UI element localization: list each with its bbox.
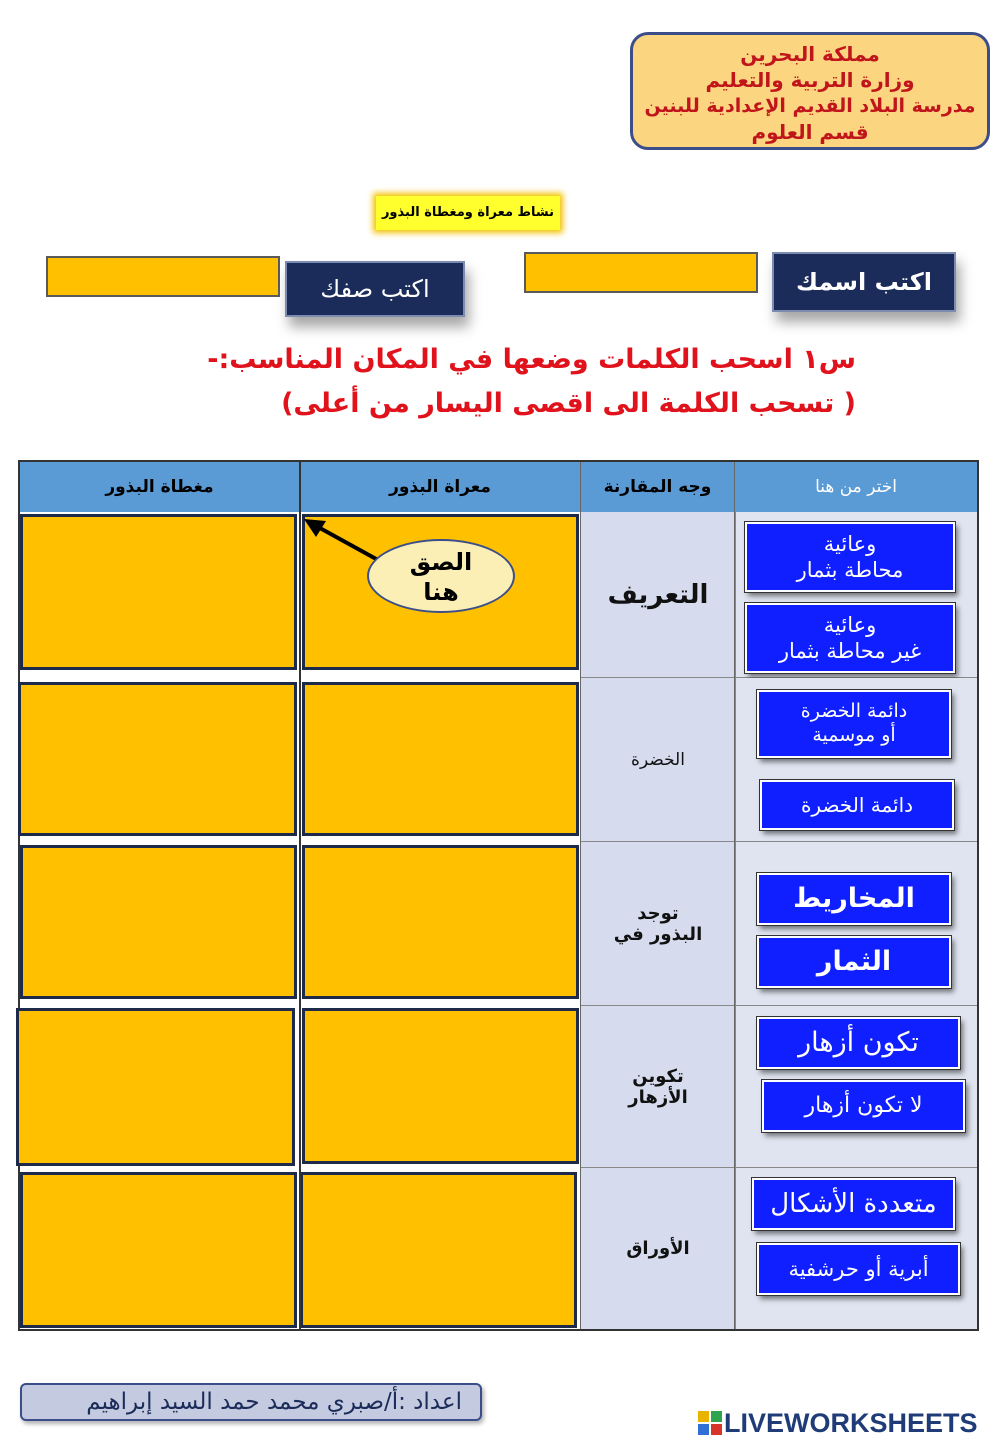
header-line: مملكة البحرين	[740, 42, 880, 66]
question-text	[150, 338, 856, 426]
row-label-greenness: الخضرة	[581, 678, 735, 842]
drop-zone-gymno-seeds[interactable]	[302, 845, 579, 999]
liveworksheets-logo[interactable]	[698, 1406, 978, 1440]
row-label-flower-formation: تكوين الأزهار	[581, 1006, 735, 1168]
chip-text: غير محاطة بثمار	[778, 639, 922, 663]
chip-text: متعددة الأشكال	[770, 1188, 937, 1219]
name-input[interactable]	[524, 252, 758, 293]
bubble-line-1: الصق	[409, 548, 473, 576]
header-line: قسم العلوم	[751, 120, 869, 144]
chip-needle-or-scale[interactable]	[757, 1243, 960, 1295]
column-divider	[299, 462, 301, 1329]
column-divider	[734, 462, 735, 1329]
chip-vascular-without-fruit[interactable]	[745, 603, 955, 673]
row-label-leaves: الأوراق	[581, 1168, 735, 1329]
header-choose: اختر من هنا	[735, 462, 977, 512]
header-angiosperms: مغطاة البذور	[20, 462, 300, 512]
chip-text: تكون أزهار	[798, 1027, 919, 1059]
chip-text: أبرية أو حرشفية	[788, 1256, 929, 1281]
chip-text: وعائية	[823, 531, 877, 556]
chip-text: المخاريط	[793, 883, 915, 915]
logo-icon	[698, 1411, 722, 1435]
chip-text: محاطة بثمار	[796, 558, 904, 582]
activity-title: نشاط معراة ومغطاة البذور	[376, 196, 560, 230]
paste-here-bubble	[367, 539, 515, 613]
header-line: وزارة التربية والتعليم	[705, 68, 915, 92]
drop-zone-angio-definition[interactable]	[20, 514, 297, 670]
drop-zone-angio-greenness[interactable]	[18, 682, 297, 836]
chip-text: دائمة الخضرة	[800, 700, 908, 723]
chip-text: أو موسمية	[812, 724, 896, 746]
header-line: مدرسة البلاد القديم الإعدادية للبنين	[644, 95, 976, 117]
question-line-1: س١ اسحب الكلمات وضعها في المكان المناسب:-	[207, 344, 856, 375]
row-label-seeds-found-in: توجد البذور في	[581, 842, 735, 1006]
chip-evergreen-or-seasonal[interactable]	[757, 690, 951, 758]
column-divider	[580, 462, 581, 1329]
chip-text: الثمار	[816, 946, 892, 978]
question-line-2: ( تسحب الكلمة الى اقصى اليسار من أعلى)	[281, 388, 856, 419]
header-gymnosperms: معراة البذور	[300, 462, 581, 512]
chip-vascular-with-fruit[interactable]	[745, 522, 955, 592]
chip-fruits[interactable]	[757, 936, 951, 988]
name-label: اكتب اسمك	[772, 252, 956, 312]
drop-zone-angio-flowers[interactable]	[16, 1008, 295, 1166]
drop-zone-angio-leaves[interactable]	[20, 1172, 297, 1328]
chip-text: لا تكون أزهار	[804, 1093, 923, 1119]
class-input[interactable]	[46, 256, 280, 297]
bubble-line-2: هنا	[423, 578, 459, 606]
drop-zone-gymno-leaves[interactable]	[300, 1172, 577, 1328]
author-credit: اعداد :أ/صبري محمد حمد السيد إبراهيم	[20, 1383, 482, 1421]
class-label: اكتب صفك	[285, 261, 465, 317]
chip-text: وعائية	[823, 612, 877, 637]
chip-cones[interactable]	[757, 873, 951, 925]
drop-zone-gymno-flowers[interactable]	[302, 1008, 579, 1164]
school-header	[630, 32, 990, 150]
chip-varied-shapes[interactable]	[752, 1178, 955, 1230]
chip-no-flowers[interactable]	[762, 1080, 965, 1132]
chip-forms-flowers[interactable]	[757, 1017, 960, 1069]
row-label-definition: التعريف	[581, 512, 735, 678]
brand-text: LIVEWORKSHEETS	[724, 1407, 978, 1438]
chip-text: دائمة الخضرة	[800, 792, 914, 817]
drop-zone-angio-seeds[interactable]	[20, 845, 297, 999]
header-aspect: وجه المقارنة	[581, 462, 735, 512]
drop-zone-gymno-greenness[interactable]	[302, 682, 579, 836]
chip-evergreen[interactable]	[760, 780, 954, 830]
